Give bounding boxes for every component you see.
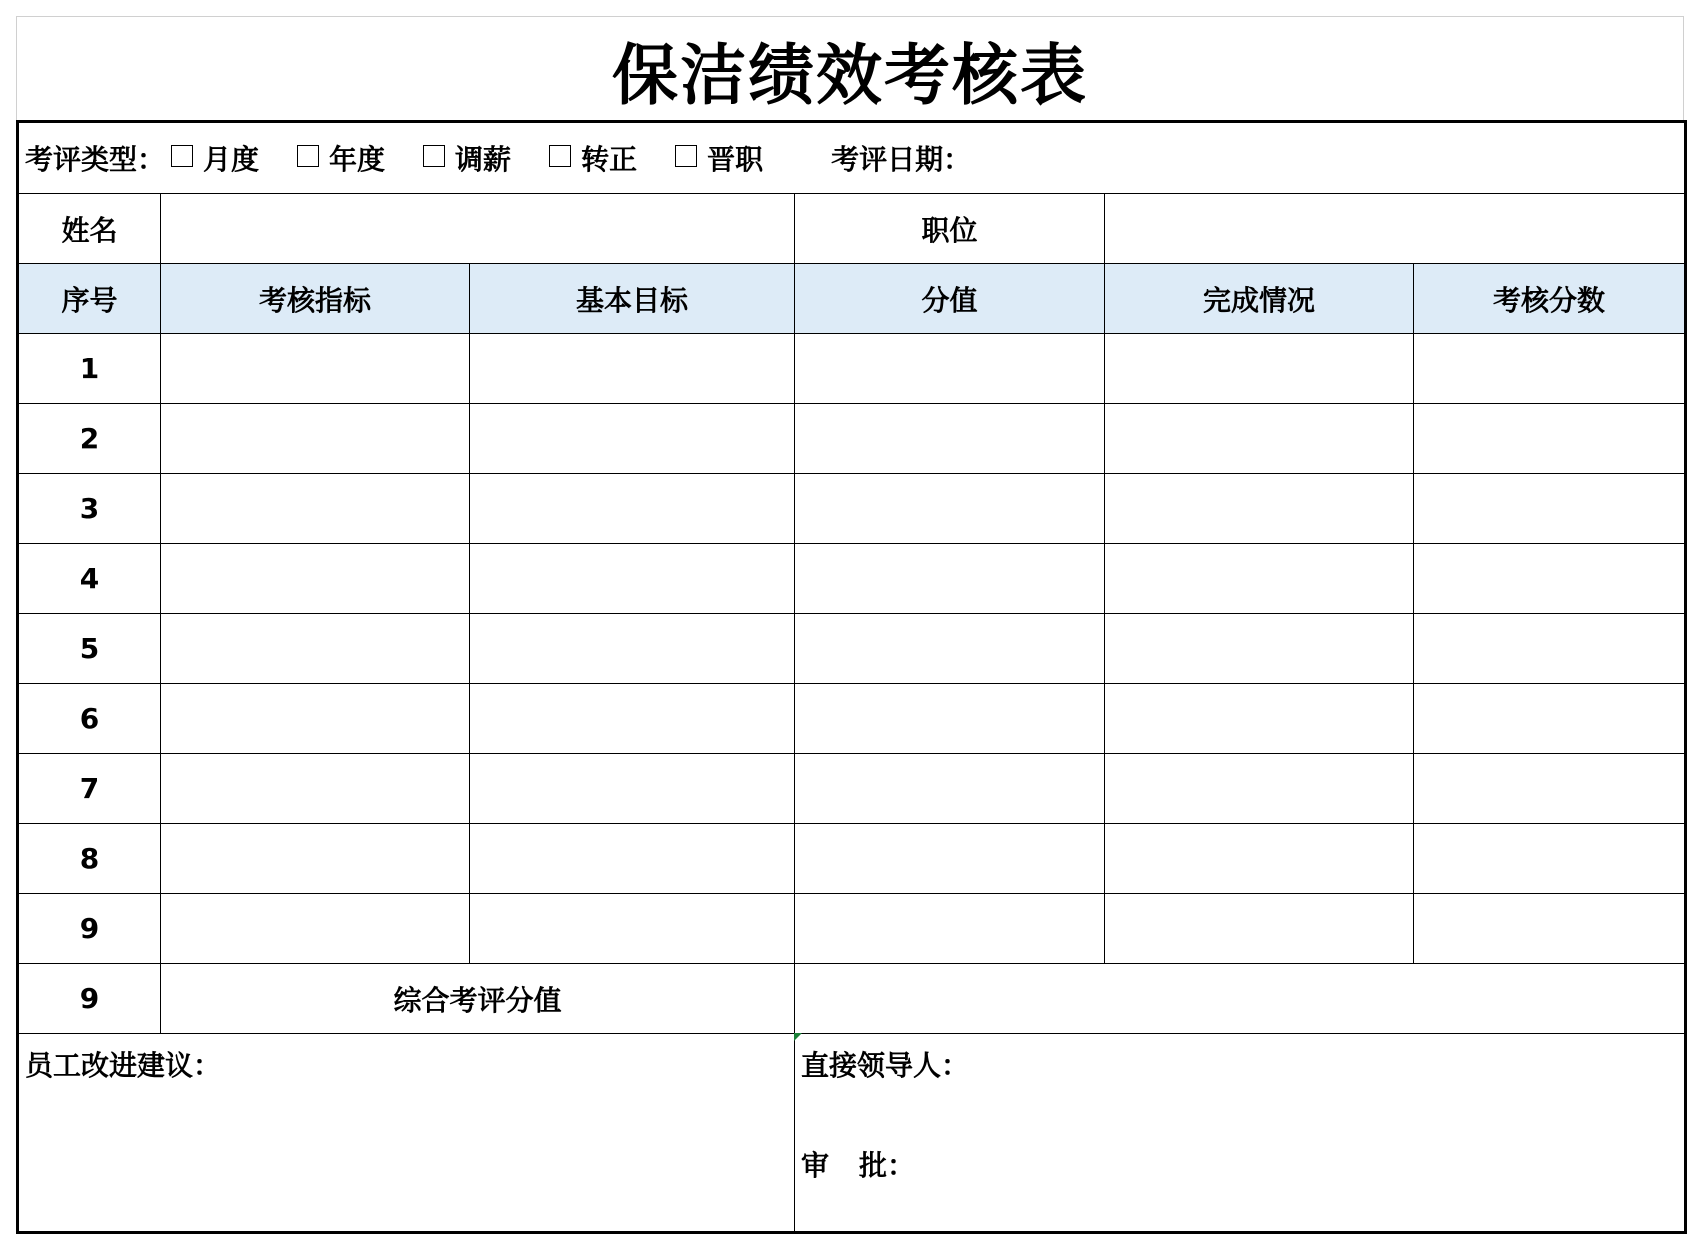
completion-cell[interactable] — [1105, 824, 1414, 894]
header-indicator: 考核指标 — [161, 264, 470, 334]
form-title: 保洁绩效考核表 — [612, 36, 1088, 114]
position-label: 职位 — [795, 194, 1105, 264]
option-regularization-label: 转正 — [581, 143, 638, 176]
indicator-cell[interactable] — [161, 684, 470, 754]
row-index: 4 — [18, 544, 161, 614]
improvement-suggestion-label: 员工改进建议： — [25, 1049, 222, 1082]
target-cell[interactable] — [470, 894, 795, 964]
position-field[interactable] — [1105, 194, 1686, 264]
target-cell[interactable] — [470, 684, 795, 754]
comments-row — [18, 1034, 1686, 1233]
approval-label-second: 批： — [859, 1149, 916, 1182]
target-cell[interactable] — [470, 474, 795, 544]
score-cell[interactable] — [1414, 544, 1686, 614]
weight-cell[interactable] — [795, 544, 1105, 614]
checkbox-yearly[interactable] — [297, 145, 319, 167]
table-row — [18, 334, 1686, 404]
indicator-cell[interactable] — [161, 824, 470, 894]
header-assessment-score: 考核分数 — [1414, 264, 1686, 334]
indicator-cell[interactable] — [161, 334, 470, 404]
option-yearly-label: 年度 — [329, 143, 386, 176]
weight-cell[interactable] — [795, 684, 1105, 754]
score-cell[interactable] — [1414, 614, 1686, 684]
title-area — [16, 16, 1684, 121]
table-row — [18, 614, 1686, 684]
completion-cell[interactable] — [1105, 474, 1414, 544]
table-row — [18, 684, 1686, 754]
info-row — [18, 194, 1686, 264]
completion-cell[interactable] — [1105, 684, 1414, 754]
indicator-cell[interactable] — [161, 404, 470, 474]
indicator-cell[interactable] — [161, 544, 470, 614]
table-row — [18, 404, 1686, 474]
leader-approval-cell[interactable] — [795, 1034, 1686, 1233]
total-score-label: 综合考评分值 — [161, 964, 795, 1034]
score-cell[interactable] — [1414, 824, 1686, 894]
appraisal-type-label: 考评类型： — [25, 143, 166, 176]
target-cell[interactable] — [470, 754, 795, 824]
completion-cell[interactable] — [1105, 544, 1414, 614]
row-index: 1 — [18, 334, 161, 404]
weight-cell[interactable] — [795, 614, 1105, 684]
header-completion: 完成情况 — [1105, 264, 1414, 334]
target-cell[interactable] — [470, 334, 795, 404]
indicator-cell[interactable] — [161, 894, 470, 964]
summary-row — [18, 964, 1686, 1034]
name-field[interactable] — [161, 194, 795, 264]
weight-cell[interactable] — [795, 824, 1105, 894]
approval-line — [801, 1144, 915, 1184]
target-cell[interactable] — [470, 824, 795, 894]
header-score-weight: 分值 — [795, 264, 1105, 334]
total-score-field[interactable] — [795, 964, 1686, 1034]
table-row — [18, 544, 1686, 614]
name-label: 姓名 — [18, 194, 161, 264]
target-cell[interactable] — [470, 404, 795, 474]
row-index: 7 — [18, 754, 161, 824]
row-index: 8 — [18, 824, 161, 894]
summary-index: 9 — [18, 964, 161, 1034]
score-cell[interactable] — [1414, 474, 1686, 544]
row-index: 6 — [18, 684, 161, 754]
completion-cell[interactable] — [1105, 334, 1414, 404]
improvement-suggestion-cell[interactable] — [18, 1034, 795, 1233]
score-cell[interactable] — [1414, 894, 1686, 964]
row-index: 9 — [18, 894, 161, 964]
indicator-cell[interactable] — [161, 614, 470, 684]
table-header-row — [18, 264, 1686, 334]
weight-cell[interactable] — [795, 474, 1105, 544]
completion-cell[interactable] — [1105, 754, 1414, 824]
completion-cell[interactable] — [1105, 404, 1414, 474]
completion-cell[interactable] — [1105, 614, 1414, 684]
score-cell[interactable] — [1414, 684, 1686, 754]
checkbox-promotion[interactable] — [675, 145, 697, 167]
weight-cell[interactable] — [795, 404, 1105, 474]
weight-cell[interactable] — [795, 334, 1105, 404]
cell-comment-marker-icon — [794, 1033, 802, 1041]
option-monthly-label: 月度 — [203, 143, 260, 176]
score-cell[interactable] — [1414, 404, 1686, 474]
score-cell[interactable] — [1414, 334, 1686, 404]
appraisal-form-sheet — [16, 16, 1684, 1224]
appraisal-type-cell — [18, 122, 1686, 194]
header-index: 序号 — [18, 264, 161, 334]
appraisal-table — [16, 120, 1687, 1234]
header-basic-target: 基本目标 — [470, 264, 795, 334]
checkbox-salary-adjust[interactable] — [423, 145, 445, 167]
checkbox-regularization[interactable] — [549, 145, 571, 167]
indicator-cell[interactable] — [161, 474, 470, 544]
score-cell[interactable] — [1414, 754, 1686, 824]
direct-leader-label: 直接领导人： — [801, 1049, 970, 1082]
table-row — [18, 894, 1686, 964]
target-cell[interactable] — [470, 614, 795, 684]
row-index: 5 — [18, 614, 161, 684]
table-row — [18, 474, 1686, 544]
row-index: 2 — [18, 404, 161, 474]
checkbox-monthly[interactable] — [171, 145, 193, 167]
weight-cell[interactable] — [795, 894, 1105, 964]
table-row — [18, 754, 1686, 824]
appraisal-type-row — [18, 122, 1686, 194]
row-index: 3 — [18, 474, 161, 544]
option-salary-adjust-label: 调薪 — [455, 143, 512, 176]
indicator-cell[interactable] — [161, 754, 470, 824]
weight-cell[interactable] — [795, 754, 1105, 824]
appraisal-date-label: 考评日期： — [831, 143, 972, 176]
approval-label-first: 审 — [801, 1149, 830, 1182]
target-cell[interactable] — [470, 544, 795, 614]
completion-cell[interactable] — [1105, 894, 1414, 964]
option-promotion-label: 晋职 — [707, 143, 764, 176]
table-row — [18, 824, 1686, 894]
